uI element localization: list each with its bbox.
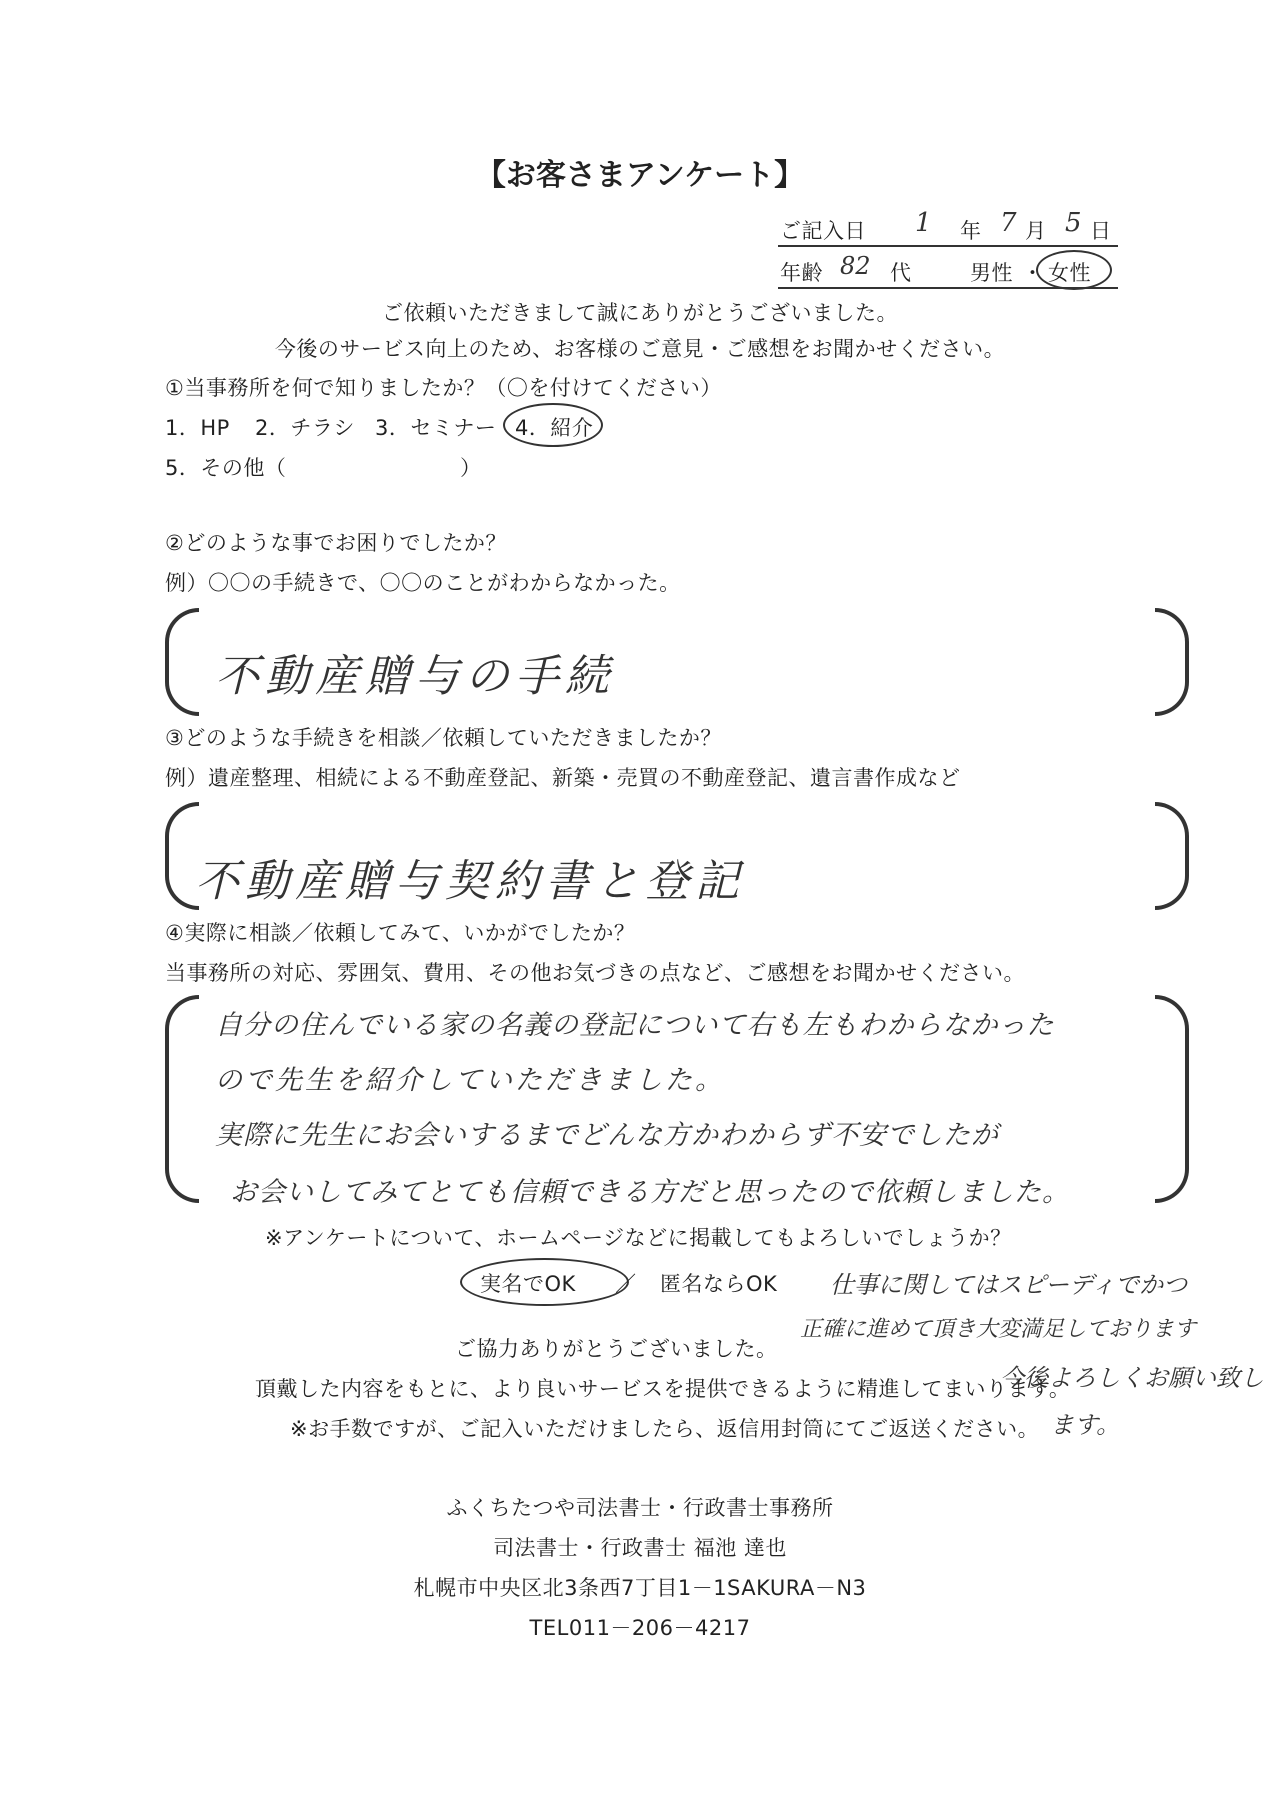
footer-person: 司法書士・行政書士 福池 達也 [493,1536,787,1560]
page-title: 【お客さまアンケート】 [475,158,805,193]
date-year-value: 1 [915,208,932,238]
q3-bracket-left [165,802,199,910]
publish-separator: ／ [615,1272,637,1296]
q4-answer-line-3: 実際に先生にお会いするまでどんな方かわからず不安でしたが [215,1120,999,1151]
q1-option-hp: 1．HP [165,416,230,440]
q1-question: ①当事務所を何で知りましたか？（〇を付けてください） [165,376,722,400]
q1-option-referral: 4．紹介 [515,416,594,440]
q1-referral-circle [503,403,603,447]
age-unit: 代 [890,261,912,285]
q1-option-flyer: 2．チラシ [255,416,355,440]
gender-female-circle [1036,250,1112,290]
q2-question: ②どのような事でお困りでしたか？ [165,531,507,555]
closing-thanks: ご協力ありがとうございました。 [455,1337,778,1361]
q1-option-seminar: 3．セミナー [375,416,497,440]
q4-question: ④実際に相談／依頼してみて、いかがでしたか？ [165,921,636,945]
publish-real-name-ok: 実名でOK [480,1272,576,1296]
age-underline [778,287,1118,289]
date-day-value: 5 [1065,208,1082,238]
intro-line-1: ご依頼いただきまして誠にありがとうございました。 [382,301,898,325]
q3-bracket-right [1155,802,1189,910]
closing-return-note: ※お手数ですが、ご記入いただけましたら、返信用封筒にてご返送ください。 [290,1417,1040,1441]
q3-question: ③どのような手続きを相談／依頼していただきましたか？ [165,726,722,750]
date-label: ご記入日 [780,219,866,243]
age-value: 82 [840,252,871,280]
date-underline [778,245,1118,247]
q4-answer-line-1: 自分の住んでいる家の名義の登記について右も左もわからなかった [215,1010,1055,1041]
footer-office-name: ふくちたつや司法書士・行政書士事務所 [446,1496,834,1520]
q4-bracket-left [165,995,199,1203]
q1-option-other: 5．その他（ [165,456,287,480]
year-unit: 年 [960,219,982,243]
q2-example: 例）〇〇の手続きで、〇〇のことがわからなかった。 [165,571,681,595]
side-note-line-3: 今後よろしくお願い致し [1000,1364,1264,1392]
q1-option-other-close: ） [460,456,482,480]
gender-separator: ・ [1022,261,1044,285]
gender-male: 男性 [970,261,1013,285]
gender-female: 女性 [1048,261,1091,285]
side-note-line-2: 正確に進めて頂き大変満足しております [800,1317,1197,1342]
q3-example: 例）遺産整理、相続による不動産登記、新築・売買の不動産登記、遺言書作成など [165,766,961,790]
q4-bracket-right [1155,995,1189,1203]
publish-anonymous-ok: 匿名ならOK [660,1272,778,1296]
intro-line-2: 今後のサービス向上のため、お客様のご意見・ご感想をお聞かせください。 [274,337,1006,361]
q3-answer: 不動産贈与契約書と登記 [195,856,745,907]
age-label: 年齢 [780,261,823,285]
publish-real-name-circle [460,1258,629,1306]
q2-bracket-left [165,608,199,716]
month-unit: 月 [1025,219,1047,243]
footer-address: 札幌市中央区北3条西7丁目1－1SAKURA－N3 [413,1576,867,1600]
q4-example: 当事務所の対応、雰囲気、費用、その他お気づきの点など、ご感想をお聞かせください。 [165,961,1025,985]
closing-commitment: 頂戴した内容をもとに、より良いサービスを提供できるように精進してまいります。 [255,1377,1071,1401]
day-unit: 日 [1090,219,1112,243]
footer-tel: TEL011－206－4217 [529,1616,751,1640]
q4-answer-line-4: お会いしてみてとても信頼できる方だと思ったので依頼しました。 [230,1177,1070,1208]
q2-bracket-right [1155,608,1189,716]
side-note-line-4: ます。 [1050,1411,1121,1439]
side-note-line-1: 仕事に関してはスピーディでかつ [830,1271,1188,1299]
q4-answer-line-2: ので先生を紹介していただきました。 [215,1065,725,1096]
q2-answer: 不動産贈与の手続 [215,651,615,702]
publish-question: ※アンケートについて、ホームページなどに掲載してもよろしいでしょうか？ [265,1226,1012,1250]
date-month-value: 7 [1000,208,1017,238]
